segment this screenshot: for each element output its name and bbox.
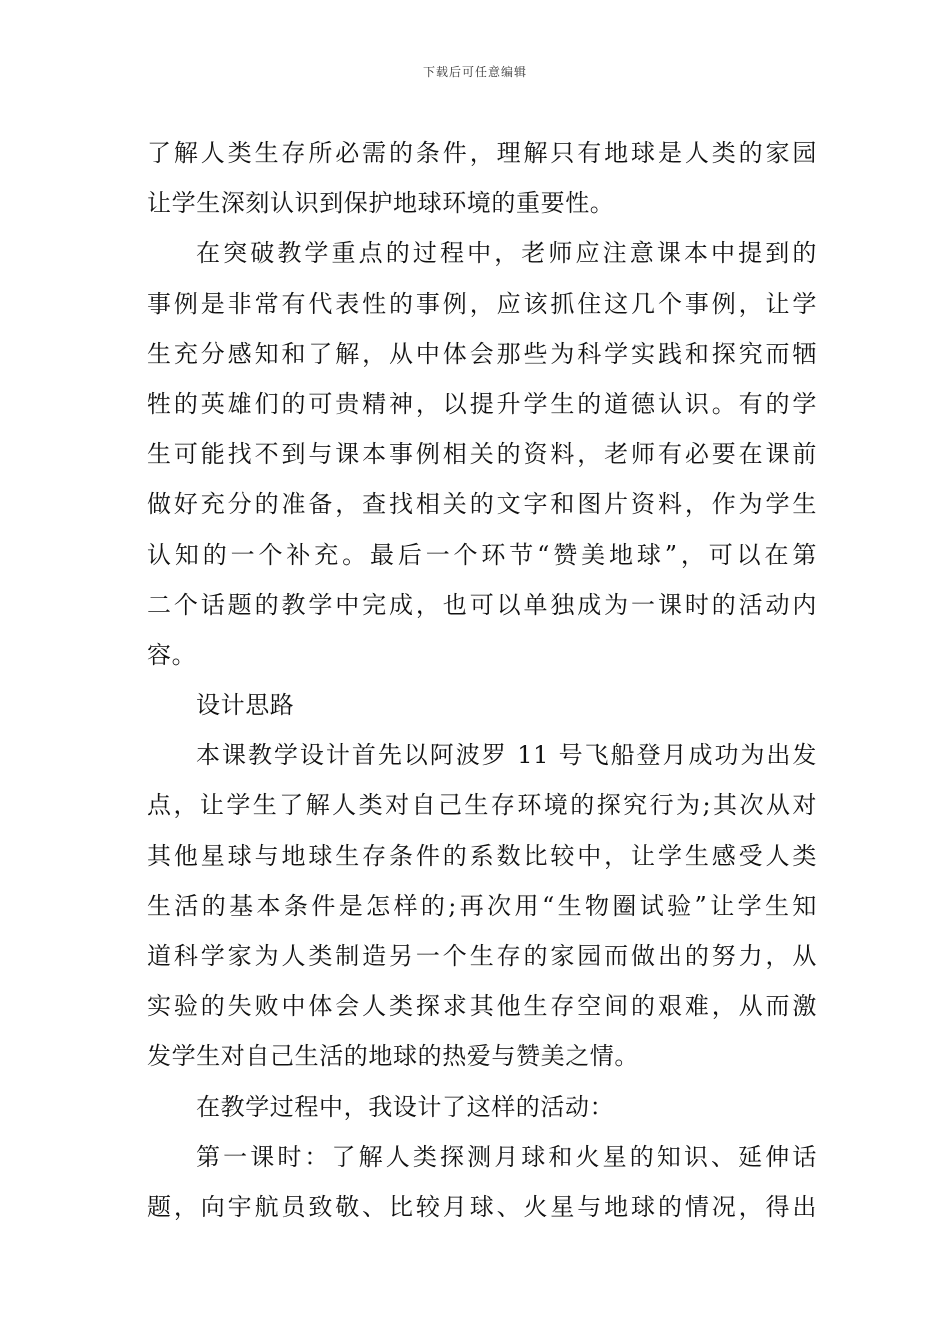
text-line: 其他星球与地球生存条件的系数比较中，让学生感受人类 bbox=[147, 841, 817, 870]
text-line: 生可能找不到与课本事例相关的资料，老师有必要在课前 bbox=[147, 440, 817, 469]
text-line: 容。 bbox=[147, 640, 197, 669]
text-line: 事例是非常有代表性的事例，应该抓住这几个事例，让学 bbox=[147, 289, 817, 318]
text-line: 在教学过程中，我设计了这样的活动： bbox=[196, 1092, 615, 1121]
text-line: 牲的英雄们的可贵精神，以提升学生的道德认识。有的学 bbox=[147, 389, 817, 418]
text-line: 做好充分的准备，查找相关的文字和图片资料，作为学生 bbox=[147, 490, 817, 519]
text-line: 认知的一个补充。最后一个环节“赞美地球”，可以在第 bbox=[147, 540, 817, 569]
text-line: 道科学家为人类制造另一个生存的家园而做出的努力，从 bbox=[147, 942, 817, 970]
text-line: 题，向宇航员致敬、比较月球、火星与地球的情况，得出 bbox=[147, 1192, 817, 1221]
text-line: 生活的基本条件是怎样的;再次用“生物圈试验”让学生知 bbox=[147, 891, 817, 920]
text-line: 第一课时：了解人类探测月球和火星的知识、延伸话 bbox=[196, 1142, 817, 1171]
text-line: 让学生深刻认识到保护地球环境的重要性。 bbox=[147, 189, 615, 218]
text-line: 点，让学生了解人类对自己生存环境的探究行为;其次从对 bbox=[147, 791, 817, 820]
text-line: 二个话题的教学中完成，也可以单独成为一课时的活动内 bbox=[147, 590, 817, 619]
text-line: 发学生对自己生活的地球的热爱与赞美之情。 bbox=[147, 1042, 639, 1071]
text-line: 生充分感知和了解，从中体会那些为科学实践和探究而牺 bbox=[147, 339, 817, 368]
text-line: 了解人类生存所必需的条件，理解只有地球是人类的家园 bbox=[147, 139, 817, 167]
page-header: 下载后可任意编辑 bbox=[422, 65, 527, 79]
body-text bbox=[147, 128, 817, 1232]
text-line: 在突破教学重点的过程中，老师应注意课本中提到的 bbox=[196, 239, 817, 268]
section-heading: 设计思路 bbox=[196, 691, 295, 720]
text-line: 本课教学设计首先以阿波罗 11 号飞船登月成功为出发 bbox=[196, 741, 817, 770]
text-line: 实验的失败中体会人类探求其他生存空间的艰难，从而激 bbox=[147, 992, 817, 1021]
